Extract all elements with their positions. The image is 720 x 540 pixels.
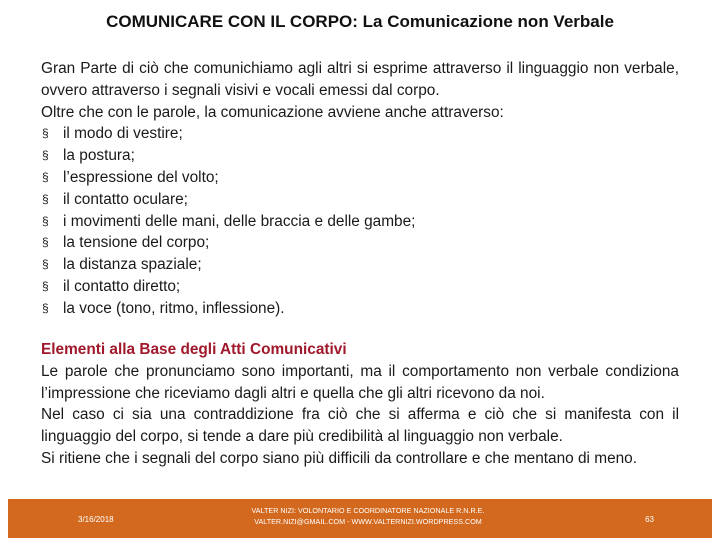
footer-credits xyxy=(198,505,538,527)
section-paragraph-2: Nel caso ci sia una contraddizione fra ciò che si afferma e ciò che si manifesta con il linguaggio del corpo, si tende a dare più credibilità al linguaggio non verbale. xyxy=(41,406,679,446)
bullet-icon: § xyxy=(42,169,49,184)
list-item xyxy=(41,211,679,233)
bullet-icon: § xyxy=(42,257,49,272)
list-item-text: il modo di vestire; xyxy=(63,125,183,143)
list-item-text: il contatto diretto; xyxy=(63,277,181,295)
list-item xyxy=(41,254,679,276)
section-paragraph-3: Si ritiene che i segnali del corpo siano più difficili da controllare e che mentano di meno. xyxy=(41,449,638,467)
section-heading: Elementi alla Base degli Atti Comunicativi xyxy=(41,341,347,358)
slide-title: COMUNICARE CON IL CORPO: La Comunicazione non Verbale xyxy=(106,12,614,31)
list-item-text: il contatto oculare; xyxy=(63,190,188,208)
list-item xyxy=(41,298,679,320)
footer-bar xyxy=(8,499,712,538)
list-item xyxy=(41,189,679,211)
bullet-icon: § xyxy=(42,300,49,315)
list-item xyxy=(41,167,679,189)
page-number: 63 xyxy=(645,515,654,524)
list-item-text: i movimenti delle mani, delle braccia e delle gambe; xyxy=(63,212,416,230)
bullet-list xyxy=(41,123,679,319)
footer-date: 3/16/2018 xyxy=(78,515,114,524)
section-paragraph-1: Le parole che pronunciamo sono importanti, ma il comportamento non verbale condiziona l’impressione che riceviamo dagli altri e quella che gli altri ricevono da noi. xyxy=(41,362,679,402)
bullet-icon: § xyxy=(42,235,49,250)
list-item xyxy=(41,276,679,298)
bullet-icon: § xyxy=(42,126,49,141)
list-item-text: la distanza spaziale; xyxy=(63,256,202,274)
list-item-text: l’espressione del volto; xyxy=(63,168,219,186)
list-item xyxy=(41,232,679,254)
list-item-text: la postura; xyxy=(63,147,135,165)
bullet-icon: § xyxy=(42,213,49,228)
section-two xyxy=(41,339,679,470)
list-item xyxy=(41,123,679,145)
bullet-icon: § xyxy=(42,278,49,293)
lead-paragraph: Oltre che con le parole, la comunicazione avviene anche attraverso: xyxy=(41,103,504,121)
footer-credits-line2: VALTER.NIZI@GMAIL.COM - WWW.VALTERNIZI.WORDPRESS.COM xyxy=(254,517,482,526)
list-item xyxy=(41,145,679,167)
bullet-icon: § xyxy=(42,148,49,163)
list-item-text: la tensione del corpo; xyxy=(63,234,210,252)
bullet-icon: § xyxy=(42,191,49,206)
slide-body xyxy=(41,58,679,320)
list-item-text: la voce (tono, ritmo, inflessione). xyxy=(63,299,285,317)
intro-paragraph: Gran Parte di ciò che comunichiamo agli altri si esprime attraverso il linguaggio non verbale, ovvero attraverso i segnali visivi e vocali emessi dal corpo. xyxy=(41,60,679,99)
footer-credits-line1: VALTER NIZI: VOLONTARIO E COORDINATORE NAZIONALE R.N.R.E. xyxy=(251,506,485,515)
